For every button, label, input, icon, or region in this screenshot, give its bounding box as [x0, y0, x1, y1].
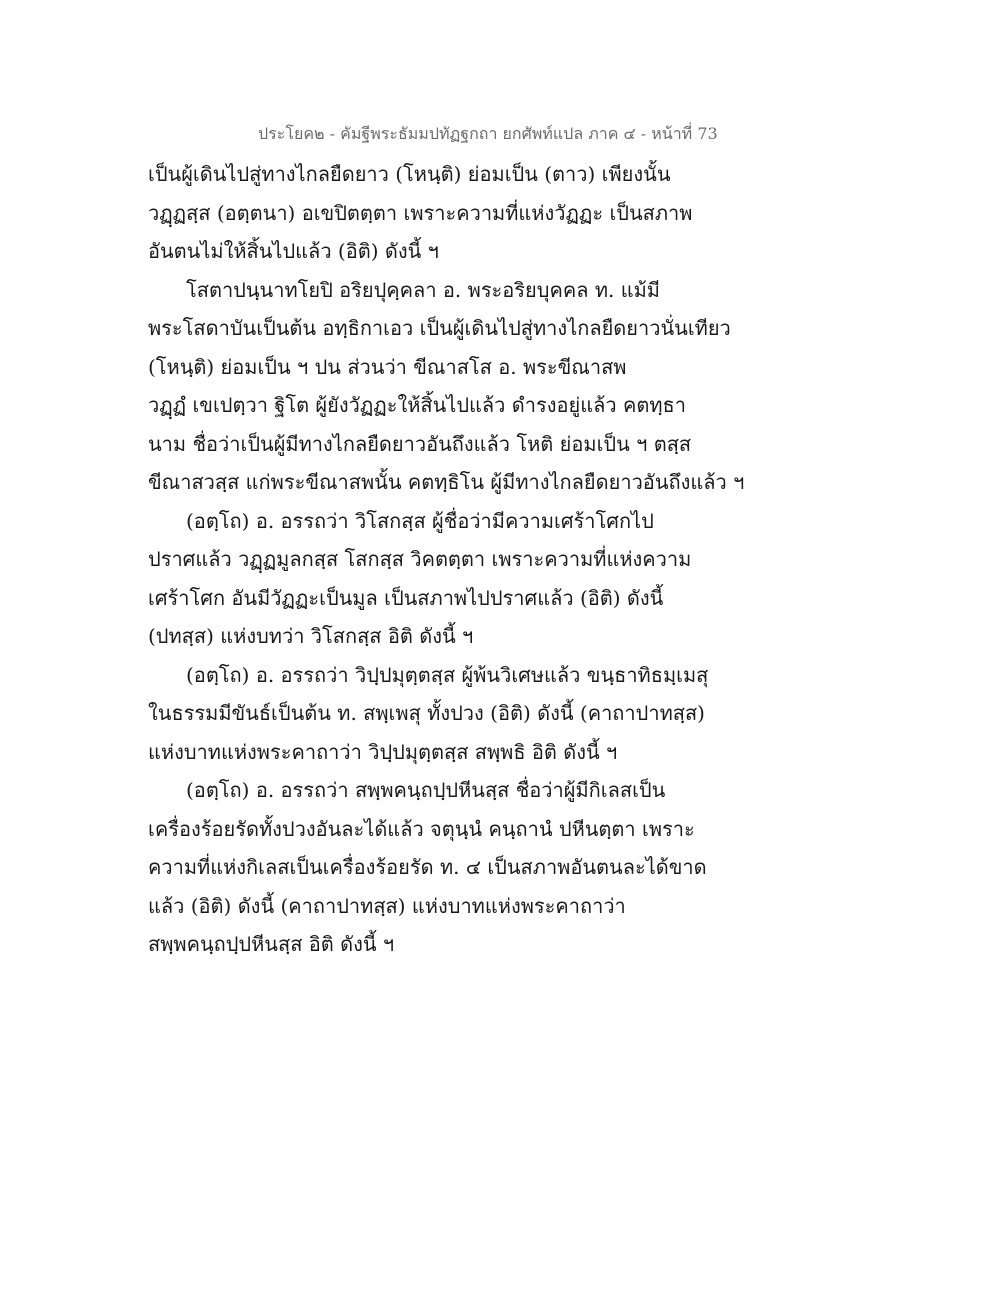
text-line: ในธรรมมีขันธ์เป็นต้น ท. สพฺเพสุ ทั้งปวง (อิติ) ดังนี้ (คาถาปาทสฺส) — [148, 701, 705, 725]
text-line: วฏฺฏํ เขเปตฺวา ฐิโต ผู้ยังวัฏฏะให้สิ้นไปแล้ว ดำรงอยู่แล้ว คตทฺธา — [148, 393, 686, 417]
text-line: ปราศแล้ว วฏฺฏมูลกสฺส โสกสฺส วิคตตฺตา เพราะความที่แห่งความ — [148, 547, 692, 571]
body-text — [148, 155, 758, 964]
text-line: พระโสดาบันเป็นต้น อทฺธิกาเอว เป็นผู้เดินไปสู่ทางไกลยืดยาวนั่นเทียว — [148, 316, 731, 340]
text-line: นาม ชื่อว่าเป็นผู้มีทางไกลยืดยาวอันถึงแล้ว โหติ ย่อมเป็น ฯ ตสฺส — [148, 431, 692, 456]
text-line: อันตนไม่ให้สิ้นไปแล้ว (อิติ) ดังนี้ ฯ — [148, 239, 439, 263]
text-line: ความที่แห่งกิเลสเป็นเครื่องร้อยรัด ท. ๔ เป็นสภาพอันตนละได้ขาด — [148, 855, 707, 879]
paragraph-first-line: โสตาปนฺนาทโยปิ อริยปุคฺคลา อ. พระอริยบุคคล ท. แม้มี — [186, 277, 660, 302]
text-line: (ปทสฺส) แห่งบทว่า วิโสกสฺส อิติ ดังนี้ ฯ — [148, 624, 474, 648]
text-line: สพฺพคนฺถปฺปหีนสฺส อิติ ดังนี้ ฯ — [148, 932, 395, 956]
text-line: เครื่องร้อยรัดทั้งปวงอันละได้แล้ว จตุนฺนํ คนฺถานํ ปหีนตฺตา เพราะ — [148, 816, 695, 841]
text-line: เป็นผู้เดินไปสู่ทางไกลยืดยาว (โหนฺติ) ย่อมเป็น (ตาว) เพียงนั้น — [148, 162, 671, 186]
text-line: วฏฺฏสฺส (อตฺตนา) อเขปิตตฺตา เพราะความที่แห่งวัฏฏะ เป็นสภาพ — [148, 200, 693, 225]
text-line: เศร้าโศก อันมีวัฏฏะเป็นมูล เป็นสภาพไปปราศแล้ว (อิติ) ดังนี้ — [148, 585, 664, 610]
text-line: (โหนฺติ) ย่อมเป็น ฯ ปน ส่วนว่า ขีณาสโส อ. พระขีณาสพ — [148, 354, 627, 379]
text-line: แล้ว (อิติ) ดังนี้ (คาถาปาทสฺส) แห่งบาทแห่งพระคาถาว่า — [148, 893, 626, 918]
text-line: ขีณาสวสฺส แก่พระขีณาสพนั้น คตทฺธิโน ผู้มีทางไกลยืดยาวอันถึงแล้ว ฯ — [148, 470, 745, 494]
page-header: ประโยค๒ - คัมฐีพระธัมมปทัฏฐกถา ยกศัพท์แปล ภาค ๔ - หน้าที่ 73 — [258, 124, 718, 143]
paragraph-first-line: (อตฺโถ) อ. อรรถว่า วิโสกสฺส ผู้ชื่อว่ามีความเศร้าโศกไป — [186, 508, 654, 533]
text-line: แห่งบาทแห่งพระคาถาว่า วิปฺปมุตฺตสฺส สพฺพธิ อิติ ดังนี้ ฯ — [148, 739, 618, 764]
paragraph-first-line: (อตฺโถ) อ. อรรถว่า สพฺพคนฺถปฺปหีนสฺส ชื่อว่าผู้มีกิเลสเป็น — [186, 778, 666, 802]
paragraph-first-line: (อตฺโถ) อ. อรรถว่า วิปฺปมุตฺตสฺส ผู้พ้นวิเศษแล้ว ขนฺธาทิธมฺเมสุ — [186, 662, 709, 687]
